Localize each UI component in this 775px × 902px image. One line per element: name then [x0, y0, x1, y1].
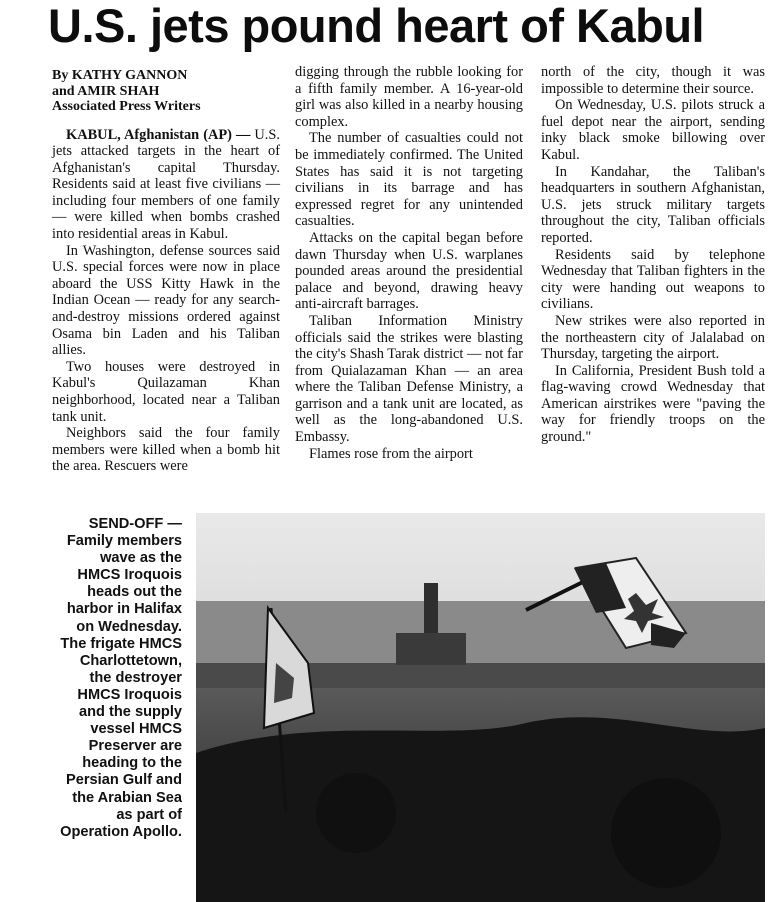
paragraph-text: U.S. jets attacked targets in the heart of Afghanistan's capital Thursday. Residents said at least five civilians — including four members of one family — were killed when bombs crashed into residential areas in Kabul. — [52, 126, 280, 243]
article-paragraph: Flames rose from the airport — [309, 445, 473, 462]
caption-kicker: SEND-OFF — — [88, 516, 182, 532]
byline-author-1: By KATHY GANNON — [52, 68, 188, 83]
article-paragraph: Taliban Information Ministry officials said the strikes were blasting the city's Shash Tarak district — not far from Quialazaman Khan — an area where the Taliban Defense Ministry, a garrison and a tank unit are located, as well as the long-abandoned U.S. Embassy. — [295, 312, 523, 446]
ship-superstructure — [396, 633, 466, 665]
article-paragraph: Attacks on the capital began before dawn Thursday when U.S. warplanes pounded areas around the presidential palace and beyond, drawing heavy anti-aircraft barrages. — [295, 229, 523, 313]
spectator-silhouette-2 — [316, 773, 396, 853]
byline-affiliation: Associated Press Writers — [52, 99, 201, 114]
photo-illustration — [196, 513, 765, 902]
article-paragraph: Neighbors said the four family members were killed when a bomb hit the area. Rescuers were — [52, 425, 280, 475]
news-photo — [196, 513, 765, 902]
article-paragraph: In California, President Bush told a flag-waving crowd Wednesday that American airstrikes were "paving the way for friendly troops on the ground." — [541, 362, 765, 446]
headline: U.S. jets pound heart of Kabul — [48, 0, 705, 52]
article-paragraph: On Wednesday, U.S. pilots struck a fuel depot near the airport, sending inky black smoke billowing over Kabul. — [541, 97, 765, 163]
article-paragraph: New strikes were also reported in the northeastern city of Jalalabad on Thursday, targeting the airport. — [541, 312, 765, 363]
article-paragraph: north of the city, though it was impossible to determine their source. — [541, 64, 765, 97]
caption-text: Family members wave as the HMCS Iroquois heads out the harbor in Halifax on Wednesday. The frigate HMCS Charlottetown, the destroyer HMCS Iroquois and the supply vessel HMCS Preserver are heading to the Persian Gulf and the Arabian Sea as part of Operation Apollo. — [60, 533, 182, 840]
article-column-3 — [541, 64, 765, 446]
article-column-1 — [52, 68, 280, 475]
article-paragraph: In Washington, defense sources said U.S. special forces were now in place aboard the USS Kitty Hawk in the Indian Ocean — ready for any search-and-destroy missions ordered against Osama bin Laden and his Taliban allies. — [52, 242, 280, 359]
article-paragraph — [52, 127, 280, 243]
dateline: KABUL, Afghanistan (AP) — — [66, 126, 251, 143]
photo-caption — [58, 516, 182, 841]
spectator-silhouette — [611, 778, 721, 888]
article-paragraph: Two houses were destroyed in Kabul's Quilazaman Khan neighborhood, located near a Taliban tank unit. — [52, 358, 280, 425]
article-column-2 — [295, 64, 523, 462]
article-paragraph: Residents said by telephone Wednesday that Taliban fighters in the city were handing out weapons to civilians. — [541, 246, 765, 313]
byline-author-2: and AMIR SHAH — [52, 83, 160, 99]
article-paragraph: In Kandahar, the Taliban's headquarters in southern Afghanistan, U.S. jets struck military targets throughout the city, Taliban officials reported. — [541, 163, 765, 246]
byline — [52, 68, 280, 115]
article-paragraph: digging through the rubble looking for a fifth family member. A 16-year-old girl was also killed in a nearby housing complex. — [295, 64, 523, 130]
article-paragraph: The number of casualties could not be immediately confirmed. The United States has said it is not targeting civilians in its barrage and has expressed regret for any unintended casualties. — [295, 130, 523, 230]
